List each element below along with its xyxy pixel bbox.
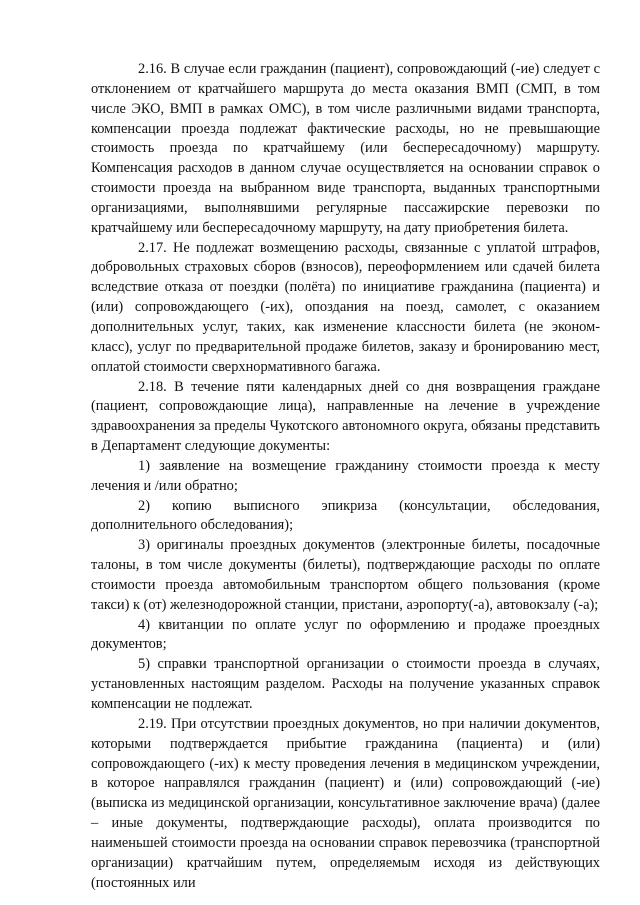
paragraph-2-18: 2.18. В течение пяти календарных дней со дня возвращения граждане (пациент, сопровождающие лица), направленные на лечение в учреждение здравоохранения за пределы Чукотского автономного округа, обязаны представить в Департамент следующие документы: xyxy=(91,378,600,455)
list-item-4: 4) квитанции по оплате услуг по оформлению и продаже проездных документов; xyxy=(91,616,600,653)
list-item-1: 1) заявление на возмещение гражданину стоимости проезда к месту лечения и /или обратно; xyxy=(91,457,600,494)
paragraph-2-17: 2.17. Не подлежат возмещению расходы, связанные с уплатой штрафов, добровольных страховых сборов (взносов), переоформлением или сдачей билета вследствие отказа от поездки (полёта) по инициативе гражданина (пациента) и (или) сопровождающего (-их), опоздания на поезд, самолет, с оказанием дополнительных услуг, таких, как изменение классности билета (не эконом-класс), услуг по предварительной продаже билетов, заказу и бронированию мест, оплатой стоимости сверхнормативного багажа. xyxy=(91,239,600,375)
paragraph-2-19: 2.19. При отсутствии проездных документов, но при наличии документов, которыми подтверждается прибытие гражданина (пациента) и (или) сопровождающего (-их) к месту проведения лечения в медицинском учреждении, в которое направлялся гражданин (пациент) и (или) сопровождающий (-ие) (выписка из медицинской организации, консультативное заключение врача) (далее – иные документы, подтверждающие расходы), оплата производится по наименьшей стоимости проезда на основании справок перевозчика (транспортной организации) кратчайшим путем, определяемым исходя из действующих (постоянных или xyxy=(91,715,600,891)
list-item-3: 3) оригиналы проездных документов (электронные билеты, посадочные талоны, в том числе документы (билеты), подтверждающие расходы по оплате стоимости проезда автомобильным транспортом общего пользования (кроме такси) к (от) железнодорожной станции, пристани, аэропорту(-а), автовокзалу (-а); xyxy=(91,537,600,613)
list-item-5: 5) справки транспортной организации о стоимости проезда в случаях, установленных настоящим разделом. Расходы на получение указанных справок компенсации не подлежат. xyxy=(91,656,600,712)
list-item-2: 2) копию выписного эпикриза (консультации, обследования, дополнительного обследования); xyxy=(91,497,600,534)
document-body xyxy=(91,60,600,893)
paragraph-2-16: 2.16. В случае если гражданин (пациент), сопровождающий (-ие) следует с отклонением от кратчайшего маршрута до места оказания ВМП (СМП, в том числе ЭКО, ВМП в рамках ОМС), в том числе различными видами транспорта, компенсации проезда подлежат фактические расходы, но не превышающие стоимость проезда по кратчайшему (или беспересадочному) маршруту. Компенсация расходов в данном случае осуществляется на основании справок о стоимости проезда на выбранном виде транспорта, выданных транспортными организациями, выполнявшими регулярные пассажирские перевозки по кратчайшему или беспересадочному маршруту, на дату приобретения билета. xyxy=(91,61,600,236)
